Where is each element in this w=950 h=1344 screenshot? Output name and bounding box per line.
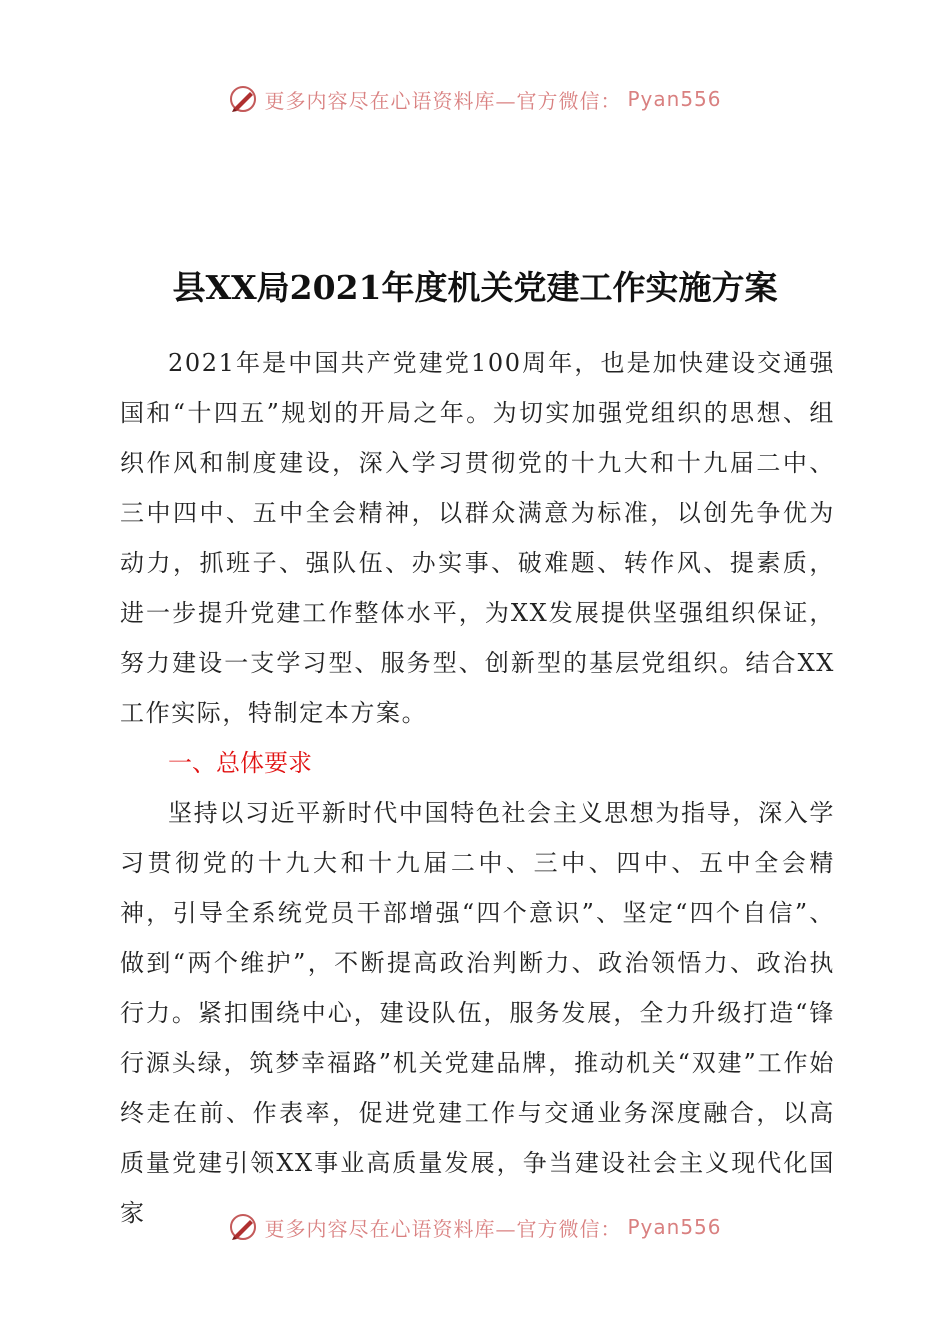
document-title: 县XX局2021年度机关党建工作实施方案 [172, 268, 778, 307]
header-watermark [0, 84, 950, 114]
section-heading-general-requirements: 一、总体要求 [168, 749, 312, 777]
footer-watermark [0, 1212, 950, 1242]
pen-circle-icon [228, 84, 258, 114]
watermark-account: Pyan556 [627, 1215, 722, 1239]
watermark-text: 更多内容尽在心语资料库—官方微信： [264, 88, 622, 113]
section-paragraph-general-requirements: 坚持以习近平新时代中国特色社会主义思想为指导，深入学习贯彻党的十九大和十九届二中、三中、四中、五中全会精神，引导全系统党员干部增强“四个意识”、坚定“四个自信”、做到“两个维护”，不断提高政治判断力、政治领悟力、政治执行力。紧扣围绕中心，建设队伍，服务发展，全力升级打造“锋行源头绿，筑梦幸福路”机关党建品牌，推动机关“双建”工作始终走在前、作表率，促进党建工作与交通业务深度融合，以高质量党建引领XX事业高质量发展，争当建设社会主义现代化国家 [120, 799, 835, 1227]
watermark-account: Pyan556 [627, 87, 722, 111]
document-body [120, 338, 835, 1238]
pen-circle-icon [228, 1212, 258, 1242]
intro-paragraph: 2021年是中国共产党建党100周年，也是加快建设交通强国和“十四五”规划的开局之年。为切实加强党组织的思想、组织作风和制度建设，深入学习贯彻党的十九大和十九届二中、三中四中、五中全会精神，以群众满意为标准，以创先争优为动力，抓班子、强队伍、办实事、破难题、转作风、提素质，进一步提升党建工作整体水平，为XX发展提供坚强组织保证，努力建设一支学习型、服务型、创新型的基层党组织。结合XX工作实际，特制定本方案。 [120, 349, 835, 727]
watermark-text: 更多内容尽在心语资料库—官方微信： [264, 1216, 622, 1241]
